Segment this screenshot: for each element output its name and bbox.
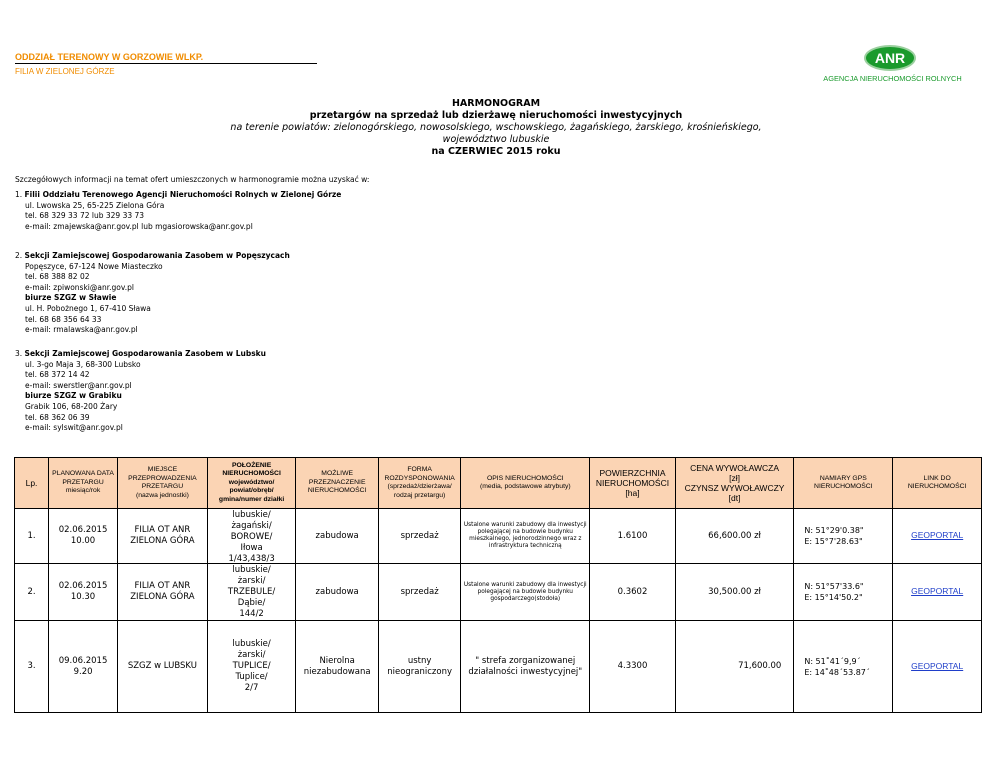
col-header-purpose: MOŻLIWE PRZEZNACZENIE NIERUCHOMOŚCI	[296, 458, 378, 509]
contact-line: ul. H. Pobożnego 1, 67-410 Sława	[25, 303, 151, 313]
cell-area: 0.3602	[590, 564, 676, 621]
cell-date: 02.06.2015 10.00	[49, 509, 118, 564]
cell-date: 09.06.2015 9.20	[49, 621, 118, 713]
cell-description: " strefa zorganizowanej działalności inwestycyjnej"	[461, 621, 590, 713]
cell-location: lubuskie/ żarski/ TRZEBULE/ Dąbie/ 144/2	[207, 564, 296, 621]
contact-line: tel. 68 388 82 02	[25, 272, 90, 282]
cell-description: Ustalone warunki zabudowy dla inwestycji polegającej na budowie budynku mieszkalnego, jednorodzinnego wraz z infrastryktura techniczną	[461, 509, 590, 564]
cell-place: SZGZ w LUBSKU	[118, 621, 208, 713]
col-header-lp: Lp.	[15, 458, 49, 509]
tender-table	[14, 457, 982, 713]
cell-link	[893, 564, 982, 621]
cell-form: ustny nieograniczony	[378, 621, 460, 713]
contact-line: e-mail: sylswit@anr.gov.pl	[25, 423, 123, 433]
col-header-price: CENA WYWOŁAWCZA [zł] CZYNSZ WYWOŁAWCZY [dt]	[675, 458, 794, 509]
contact-line: Popęszyce, 67-124 Nowe Miasteczko	[25, 261, 163, 271]
contact-line: tel. 68 68 356 64 33	[25, 314, 102, 324]
contact-num: 3.	[15, 349, 23, 358]
geoportal-link[interactable]: GEOPORTAL	[911, 530, 964, 540]
cell-link	[893, 509, 982, 564]
cell-lp: 2.	[15, 564, 49, 621]
cell-lp: 3.	[15, 621, 49, 713]
col-header-link: LINK DO NIERUCHOMOŚCI	[893, 458, 982, 509]
doc-area: na terenie powiatów: zielonogórskiego, nowosolskiego, wschowskiego, żagańskiego, żarskiego, krośnieńskiego,	[230, 122, 762, 133]
contact-line: e-mail: zpiwonski@anr.gov.pl	[25, 282, 134, 292]
col-header-description: OPIS NIERUCHOMOŚCI (media, podstawowe atrybuty)	[461, 458, 590, 509]
contact-title: Sekcji Zamiejscowej Gospodarowania Zasobem w Lubsku	[24, 349, 266, 358]
cell-location: lubuskie/ żagański/ BOROWE/ Iłowa 1/43,438/3	[207, 509, 296, 564]
cell-purpose: Nierolna niezabudowana	[296, 621, 378, 713]
cell-place: FILIA OT ANR ZIELONA GÓRA	[118, 509, 208, 564]
cell-price: 30,500.00 zł	[675, 564, 794, 621]
cell-place: FILIA OT ANR ZIELONA GÓRA	[118, 564, 208, 621]
cell-gps: N: 51˚41΄9,9΄ E: 14˚48΄53.87΄	[794, 621, 893, 713]
office-subtitle: FILIA W ZIELONEJ GÓRZE	[15, 67, 115, 76]
geoportal-link[interactable]: GEOPORTAL	[911, 660, 964, 671]
cell-gps: N: 51°29'0.38" E: 15°7'28.63"	[794, 509, 893, 564]
contact-line: Grabik 106, 68-200 Żary	[25, 401, 118, 411]
col-header-form: FORMA ROZDYSPONOWANIA (sprzedaż/dzierżawa/ rodzaj przetargu)	[378, 458, 460, 509]
col-header-place: MIEJSCE PRZEPROWADZENIA PRZETARGU (nazwa jednostki)	[118, 458, 208, 509]
doc-subtitle: przetargów na sprzedaż lub dzierżawę nieruchomości inwestycyjnych	[309, 110, 683, 121]
contact-line: ul. Lwowska 25, 65-225 Zielona Góra	[25, 200, 165, 210]
doc-title: HARMONOGRAM	[451, 98, 541, 109]
table-row	[15, 621, 982, 713]
contact-line: e-mail: zmajewska@anr.gov.pl lub mgasiorowska@anr.gov.pl	[25, 221, 253, 231]
contact-line: e-mail: rmalawska@anr.gov.pl	[25, 325, 138, 335]
contact-line: tel. 68 372 14 42	[25, 370, 90, 380]
contact-line: e-mail: swerstler@anr.gov.pl	[25, 380, 132, 390]
col-header-area: POWIERZCHNIA NIERUCHOMOŚCI [ha]	[590, 458, 676, 509]
table-row	[15, 564, 982, 621]
cell-form: sprzedaż	[378, 564, 460, 621]
contact-block-2	[15, 251, 290, 336]
geoportal-link[interactable]: GEOPORTAL	[911, 586, 964, 596]
contact-line: tel. 68 362 06 39	[25, 412, 90, 422]
contact-num: 2.	[15, 251, 23, 260]
col-header-location: POŁOŻENIE NIERUCHOMOŚCI województwo/ powiat/obręb/ gmina/numer działki	[207, 458, 296, 509]
col-header-gps: NAMIARY GPS NIERUCHOMOŚCI	[794, 458, 893, 509]
cell-lp: 1.	[15, 509, 49, 564]
contact-line: tel. 68 329 33 72 lub 329 33 73	[25, 211, 145, 221]
cell-price: 71,600.00	[675, 621, 794, 713]
contact-block-3	[15, 349, 266, 434]
anr-logo-name: AGENCJA NIERUCHOMOŚCI ROLNYCH	[823, 74, 962, 83]
doc-period: na CZERWIEC 2015 roku	[431, 146, 561, 157]
contact-subtitle: biurze SZGZ w Grabiku	[25, 391, 122, 401]
cell-gps: N: 51°57'33.6" E: 15°14'50.2"	[794, 564, 893, 621]
contact-title: Filii Oddziału Terenowego Agencji Nieruchomości Rolnych w Zielonej Górze	[24, 190, 342, 199]
cell-area: 4.3300	[590, 621, 676, 713]
cell-area: 1.6100	[590, 509, 676, 564]
intro-text: Szczegółowych informacji na temat ofert umieszczonych w harmonogramie można uzyskać w:	[15, 175, 370, 184]
cell-form: sprzedaż	[378, 509, 460, 564]
cell-purpose: zabudowa	[296, 509, 378, 564]
cell-purpose: zabudowa	[296, 564, 378, 621]
col-header-date: PLANOWANA DATA PRZETARGU miesiąc/rok	[49, 458, 118, 509]
cell-date: 02.06.2015 10.30	[49, 564, 118, 621]
anr-logo	[810, 45, 975, 85]
cell-price: 66,600.00 zł	[675, 509, 794, 564]
cell-link	[893, 621, 982, 713]
cell-location: lubuskie/ żarski/ TUPLICE/ Tuplice/ 2/7	[207, 621, 296, 713]
doc-voivodeship: województwo lubuskie	[442, 134, 550, 145]
contact-line: ul. 3-go Maja 3, 68-300 Lubsko	[25, 359, 141, 369]
anr-logo-mark: ANR	[864, 45, 916, 71]
cell-description: Ustalone warunki zabudowy dla inwestycji polegającej na budowie budynku gospodarczego(stodoła)	[461, 564, 590, 621]
contact-block-1	[15, 190, 341, 232]
contact-title: Sekcji Zamiejscowej Gospodarowania Zasobem w Popęszycach	[24, 251, 290, 260]
table-row	[15, 509, 982, 564]
contact-subtitle: biurze SZGZ w Sławie	[25, 293, 117, 303]
office-title: ODDZIAŁ TERENOWY W GORZOWIE WLKP.	[15, 52, 317, 64]
table-header-row	[15, 458, 982, 509]
contact-num: 1.	[15, 190, 23, 199]
